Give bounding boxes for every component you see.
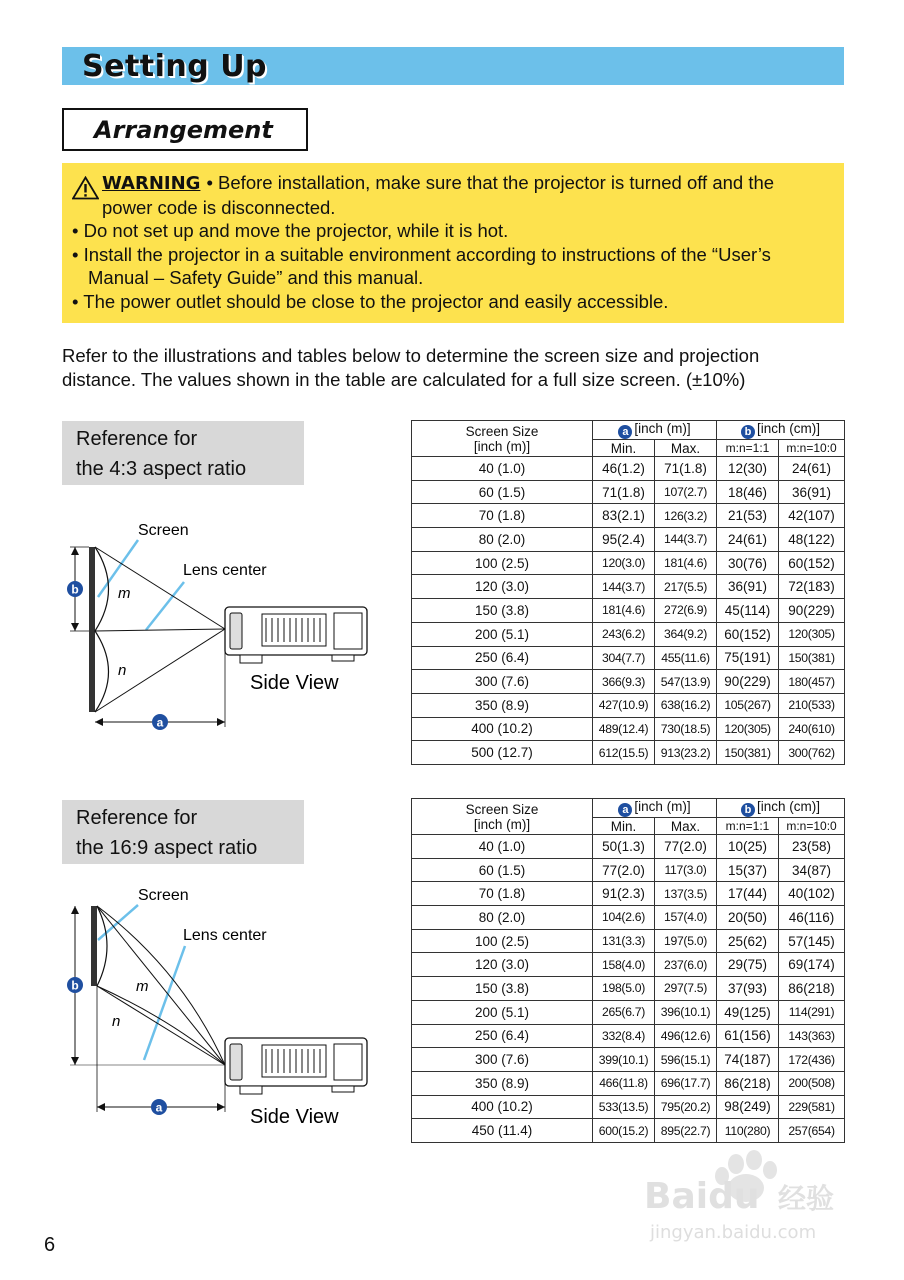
table-cell: 12(30) — [717, 457, 779, 481]
warning-triangle-icon — [72, 176, 99, 200]
table-cell: 98(249) — [717, 1095, 779, 1119]
table-cell: 104(2.6) — [593, 906, 655, 930]
table-row — [412, 480, 845, 504]
warning-item: • The power outlet should be close to the projector and easily accessible. — [72, 290, 669, 312]
table-cell: 150(381) — [717, 741, 779, 765]
table-cell: 612(15.5) — [593, 741, 655, 765]
table-cell: 144(3.7) — [655, 528, 717, 552]
table-cell: 90(229) — [779, 599, 845, 623]
min-header: Min. — [593, 818, 655, 835]
n-label: n — [118, 662, 127, 679]
table-row — [412, 835, 845, 859]
table-cell: 60(152) — [717, 622, 779, 646]
table-cell: 144(3.7) — [593, 575, 655, 599]
max-header: Max. — [655, 818, 717, 835]
min-header: Min. — [593, 440, 655, 457]
table-cell: 332(8.4) — [593, 1024, 655, 1048]
table-cell: 489(12.4) — [593, 717, 655, 741]
table-cell: 80 (2.0) — [412, 906, 593, 930]
reference-line: Reference for — [76, 428, 198, 450]
table-cell: 40 (1.0) — [412, 457, 593, 481]
table-row — [412, 1000, 845, 1024]
reference-line: the 4:3 aspect ratio — [76, 458, 247, 480]
reference-16-9-box — [62, 800, 304, 864]
table-cell: 77(2.0) — [655, 835, 717, 859]
lens-center-label: Lens center — [183, 562, 267, 579]
table-cell: 110(280) — [717, 1119, 779, 1143]
a-header: a [inch (m)] — [593, 421, 717, 440]
table-cell: 265(6.7) — [593, 1000, 655, 1024]
ratio1-header: m:n=1:1 — [717, 440, 779, 457]
table-cell: 18(46) — [717, 480, 779, 504]
table-cell: 120(3.0) — [593, 551, 655, 575]
table-cell: 150 (3.8) — [412, 599, 593, 623]
a-header: a [inch (m)] — [593, 799, 717, 818]
side-view-diagram-4-3 — [62, 515, 382, 735]
table-cell: 366(9.3) — [593, 670, 655, 694]
table-cell: 120(305) — [717, 717, 779, 741]
table-cell: 240(610) — [779, 717, 845, 741]
b-badge: b — [71, 978, 79, 993]
table-cell: 300 (7.6) — [412, 670, 593, 694]
ratio2-header: m:n=10:0 — [779, 818, 845, 835]
table-row — [412, 504, 845, 528]
table-row — [412, 622, 845, 646]
table-cell: 137(3.5) — [655, 882, 717, 906]
table-cell: 70 (1.8) — [412, 504, 593, 528]
table-cell: 37(93) — [717, 977, 779, 1001]
table-cell: 21(53) — [717, 504, 779, 528]
table-cell: 30(76) — [717, 551, 779, 575]
table-cell: 120 (3.0) — [412, 953, 593, 977]
table-cell: 304(7.7) — [593, 646, 655, 670]
watermark-brand: Baidu — [644, 1176, 760, 1217]
table-cell: 466(11.8) — [593, 1071, 655, 1095]
table-cell: 95(2.4) — [593, 528, 655, 552]
table-cell: 250 (6.4) — [412, 1024, 593, 1048]
table-cell: 158(4.0) — [593, 953, 655, 977]
b-header: b [inch (cm)] — [717, 799, 845, 818]
table-cell: 131(3.3) — [593, 929, 655, 953]
table-cell: 913(23.2) — [655, 741, 717, 765]
table-cell: 60 (1.5) — [412, 858, 593, 882]
table-cell: 217(5.5) — [655, 575, 717, 599]
table-cell: 427(10.9) — [593, 693, 655, 717]
table-cell: 272(6.9) — [655, 599, 717, 623]
table-cell: 150(381) — [779, 646, 845, 670]
table-cell: 15(37) — [717, 858, 779, 882]
table-cell: 105(267) — [717, 693, 779, 717]
table-cell: 100 (2.5) — [412, 551, 593, 575]
table-cell: 23(58) — [779, 835, 845, 859]
a-badge: a — [155, 1100, 163, 1115]
table-cell: 17(44) — [717, 882, 779, 906]
table-cell: 10(25) — [717, 835, 779, 859]
table-cell: 45(114) — [717, 599, 779, 623]
projector-icon — [225, 1038, 367, 1094]
table-cell: 172(436) — [779, 1048, 845, 1072]
m-label: m — [136, 978, 149, 995]
table-cell: 40(102) — [779, 882, 845, 906]
ratio2-header: m:n=10:0 — [779, 440, 845, 457]
table-cell: 72(183) — [779, 575, 845, 599]
table-cell: 250 (6.4) — [412, 646, 593, 670]
warning-item: • Do not set up and move the projector, while it is hot. — [72, 220, 509, 241]
reference-line: Reference for — [76, 807, 198, 829]
table-cell: 42(107) — [779, 504, 845, 528]
table-cell: 533(13.5) — [593, 1095, 655, 1119]
table-cell: 77(2.0) — [593, 858, 655, 882]
screen-label: Screen — [138, 887, 189, 904]
table-row — [412, 457, 845, 481]
warning-item: • Install the projector in a suitable environment according to instructions of the “User’s Manual – Safety Guide” and this manual. — [72, 243, 771, 288]
table-row — [412, 858, 845, 882]
table-cell: 455(11.6) — [655, 646, 717, 670]
table-cell: 157(4.0) — [655, 906, 717, 930]
table-cell: 795(20.2) — [655, 1095, 717, 1119]
table-cell: 143(363) — [779, 1024, 845, 1048]
subsection-title: Arrangement — [94, 116, 273, 144]
table-cell: 40 (1.0) — [412, 835, 593, 859]
table-cell: 48(122) — [779, 528, 845, 552]
table-cell: 396(10.1) — [655, 1000, 717, 1024]
table-cell: 50(1.3) — [593, 835, 655, 859]
table-cell: 180(457) — [779, 670, 845, 694]
table-cell: 36(91) — [779, 480, 845, 504]
table-row — [412, 906, 845, 930]
warning-first-text-cont: power code is disconnected. — [102, 196, 336, 218]
lens-center-label: Lens center — [183, 927, 267, 944]
n-label: n — [112, 1013, 121, 1030]
table-cell: 49(125) — [717, 1000, 779, 1024]
table-cell: 237(6.0) — [655, 953, 717, 977]
table-cell: 120 (3.0) — [412, 575, 593, 599]
section-banner — [62, 47, 844, 85]
table-cell: 83(2.1) — [593, 504, 655, 528]
table-cell: 895(22.7) — [655, 1119, 717, 1143]
table-cell: 107(2.7) — [655, 480, 717, 504]
table-cell: 91(2.3) — [593, 882, 655, 906]
max-header: Max. — [655, 440, 717, 457]
table-row — [412, 575, 845, 599]
table-cell: 596(15.1) — [655, 1048, 717, 1072]
table-cell: 350 (8.9) — [412, 693, 593, 717]
table-cell: 181(4.6) — [655, 551, 717, 575]
table-cell: 500 (12.7) — [412, 741, 593, 765]
table-cell: 29(75) — [717, 953, 779, 977]
table-cell: 114(291) — [779, 1000, 845, 1024]
table-cell: 730(18.5) — [655, 717, 717, 741]
table-cell: 400 (10.2) — [412, 717, 593, 741]
table-cell: 350 (8.9) — [412, 1071, 593, 1095]
table-cell: 117(3.0) — [655, 858, 717, 882]
table-cell: 200 (5.1) — [412, 622, 593, 646]
table-cell: 300(762) — [779, 741, 845, 765]
page-title: Setting Up — [82, 49, 268, 84]
b-header: b [inch (cm)] — [717, 421, 845, 440]
table-row — [412, 1119, 845, 1143]
table-cell: 36(91) — [717, 575, 779, 599]
reference-4-3-box — [62, 421, 304, 485]
table-cell: 243(6.2) — [593, 622, 655, 646]
table-row — [412, 646, 845, 670]
table-row — [412, 929, 845, 953]
ratio1-header: m:n=1:1 — [717, 818, 779, 835]
table-cell: 71(1.8) — [593, 480, 655, 504]
screen-size-header: Screen Size [inch (m)] — [412, 799, 593, 835]
table-cell: 57(145) — [779, 929, 845, 953]
table-cell: 181(4.6) — [593, 599, 655, 623]
table-cell: 198(5.0) — [593, 977, 655, 1001]
table-cell: 120(305) — [779, 622, 845, 646]
table-cell: 200(508) — [779, 1071, 845, 1095]
m-label: m — [118, 585, 131, 602]
table-cell: 70 (1.8) — [412, 882, 593, 906]
table-row — [412, 693, 845, 717]
watermark-url: jingyan.baidu.com — [650, 1222, 817, 1243]
table-cell: 60 (1.5) — [412, 480, 593, 504]
table-row — [412, 670, 845, 694]
table-cell: 200 (5.1) — [412, 1000, 593, 1024]
table-cell: 399(10.1) — [593, 1048, 655, 1072]
table-cell: 696(17.7) — [655, 1071, 717, 1095]
side-view-diagram-16-9 — [62, 880, 382, 1130]
table-cell: 71(1.8) — [655, 457, 717, 481]
watermark-cn: 经验 — [778, 1182, 835, 1215]
screen-label: Screen — [138, 522, 189, 539]
table-cell: 229(581) — [779, 1095, 845, 1119]
table-cell: 638(16.2) — [655, 693, 717, 717]
table-cell: 25(62) — [717, 929, 779, 953]
table-row — [412, 551, 845, 575]
projection-table-16-9 — [411, 798, 845, 1143]
table-cell: 400 (10.2) — [412, 1095, 593, 1119]
table-cell: 69(174) — [779, 953, 845, 977]
table-cell: 300 (7.6) — [412, 1048, 593, 1072]
b-badge: b — [71, 582, 79, 597]
table-cell: 90(229) — [717, 670, 779, 694]
table-cell: 600(15.2) — [593, 1119, 655, 1143]
table-row — [412, 741, 845, 765]
table-cell: 496(12.6) — [655, 1024, 717, 1048]
table-cell: 197(5.0) — [655, 929, 717, 953]
table-row — [412, 882, 845, 906]
warning-first-item — [72, 171, 832, 219]
page-number: 6 — [44, 1234, 56, 1256]
table-cell: 74(187) — [717, 1048, 779, 1072]
table-cell: 80 (2.0) — [412, 528, 593, 552]
projection-table-4-3 — [411, 420, 845, 765]
side-view-label: Side View — [250, 672, 339, 694]
intro-paragraph — [62, 344, 852, 392]
table-cell: 150 (3.8) — [412, 977, 593, 1001]
table-cell: 20(50) — [717, 906, 779, 930]
subsection-heading — [62, 108, 308, 151]
table-row — [412, 528, 845, 552]
table-cell: 60(152) — [779, 551, 845, 575]
intro-line: distance. The values shown in the table are calculated for a full size screen. (±10%) — [62, 369, 746, 390]
table-cell: 297(7.5) — [655, 977, 717, 1001]
table-cell: 210(533) — [779, 693, 845, 717]
table-cell: 450 (11.4) — [412, 1119, 593, 1143]
table-row — [412, 717, 845, 741]
table-cell: 46(1.2) — [593, 457, 655, 481]
table-cell: 86(218) — [717, 1071, 779, 1095]
reference-line: the 16:9 aspect ratio — [76, 837, 258, 859]
table-cell: 75(191) — [717, 646, 779, 670]
table-row — [412, 599, 845, 623]
table-row — [412, 1024, 845, 1048]
a-badge: a — [156, 715, 164, 730]
table-row — [412, 953, 845, 977]
screen-size-header: Screen Size [inch (m)] — [412, 421, 593, 457]
table-cell: 46(116) — [779, 906, 845, 930]
warning-label: WARNING — [102, 173, 201, 194]
side-view-label: Side View — [250, 1106, 339, 1128]
intro-line: Refer to the illustrations and tables below to determine the screen size and projection — [62, 345, 760, 366]
table-cell: 24(61) — [779, 457, 845, 481]
warning-first-text: • Before installation, make sure that the projector is turned off and the — [206, 172, 775, 193]
table-cell: 547(13.9) — [655, 670, 717, 694]
table-row — [412, 1071, 845, 1095]
warning-box — [62, 163, 844, 323]
baidu-watermark — [640, 1140, 860, 1250]
table-row — [412, 1048, 845, 1072]
table-row — [412, 977, 845, 1001]
table-cell: 61(156) — [717, 1024, 779, 1048]
table-cell: 126(3.2) — [655, 504, 717, 528]
table-cell: 24(61) — [717, 528, 779, 552]
table-cell: 257(654) — [779, 1119, 845, 1143]
table-cell: 86(218) — [779, 977, 845, 1001]
table-cell: 34(87) — [779, 858, 845, 882]
table-cell: 364(9.2) — [655, 622, 717, 646]
projector-icon — [225, 607, 367, 663]
table-row — [412, 1095, 845, 1119]
table-cell: 100 (2.5) — [412, 929, 593, 953]
